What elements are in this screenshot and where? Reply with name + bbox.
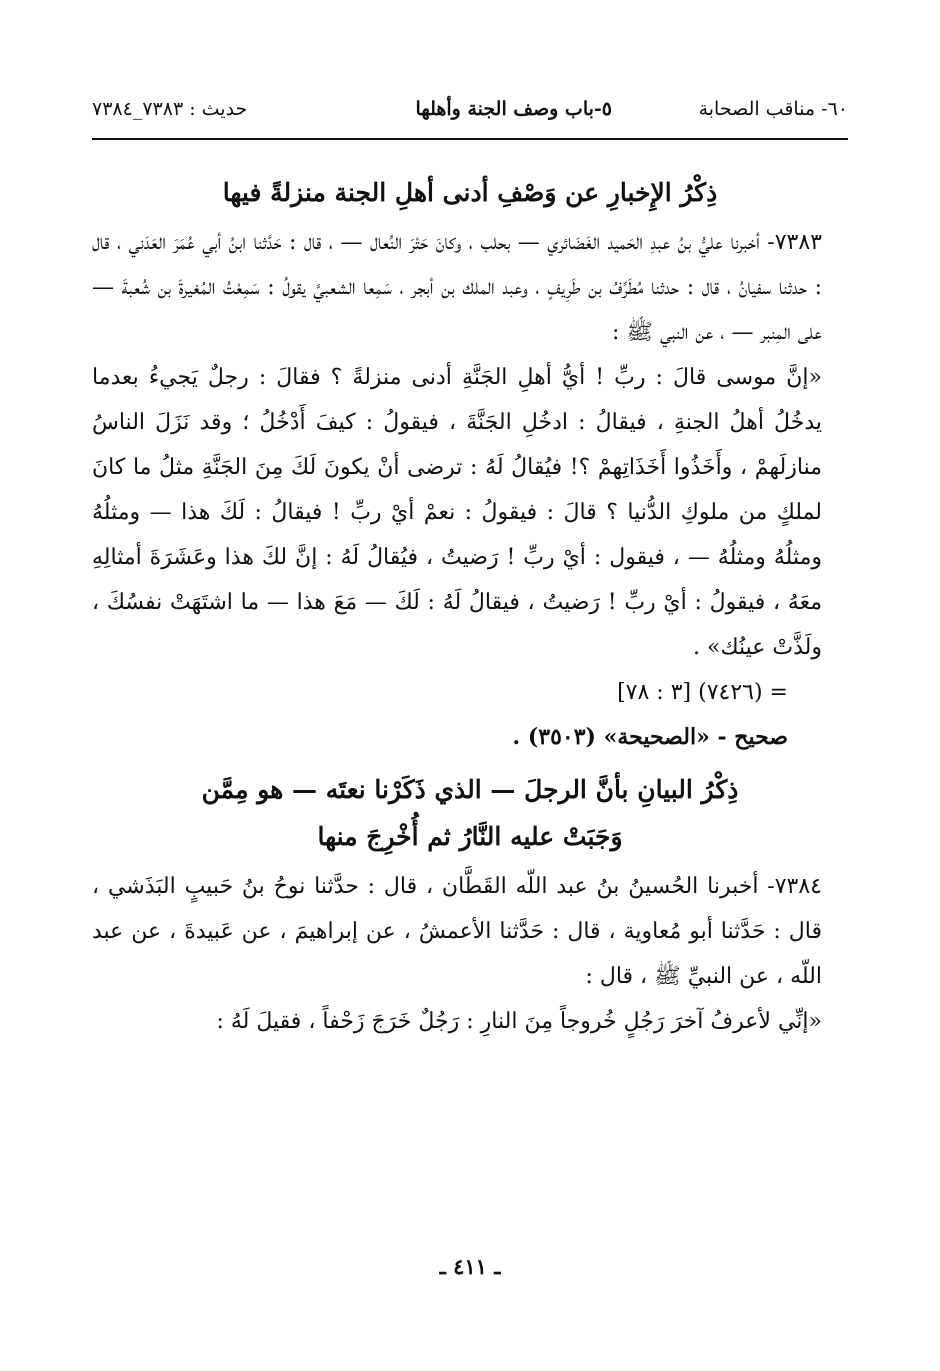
page-body: [92, 168, 848, 1044]
running-header: [92, 98, 848, 130]
hadith-7384-matn: «إنِّي لأعرفُ آخرَ رَجُلٍ خُروجاً مِنَ النارِ : رَجُلٌ خَرَجَ زَحْفاً ، فقيلَ لَهُ :: [216, 1009, 822, 1034]
hadith-7383-cross-reference: = (٧٤٢٦) [٣ : ٧٨]: [617, 680, 788, 705]
section-heading-2-line-2: وَجَبَتْ عليه النَّارُ ثم أُخْرِجَ منها: [317, 822, 623, 851]
header-divider: [92, 138, 848, 140]
header-hadith-range: حديث : ٧٣٨٣_٧٣٨٤: [92, 98, 248, 120]
hadith-7383-matn: «إنَّ موسى قالَ : ربِّ ! أيُّ أهلِ الجَنَّةِ أدنى منزلةً ؟ فقالَ : رجلٌ يَجيءُ بعدما يدخُلُ أهلُ الجنةِ ، فيقالُ : ادخُلِ الجَنَّةَ ، فيقولُ : كيفَ أَدْخُلُ ؛ وقد نَزَلَ الناسُ منازلَهمْ ، وأَخَذُوا أَخَذَاتِهمْ ؟! فيُقالُ لَهُ : ترضى أنْ يكونَ لَكَ مِنَ الجَنَّةِ مثلُ ما كانَ لملكٍ من ملوكِ الدُّنيا ؟ قالَ : فيقولُ : نعمْ أيْ ربِّ ! فيقالُ : لَكَ هذا — ومثلُهُ ومثلُهُ ومثلُهُ — ، فيقول : أيْ ربِّ ! رَضيتُ ، فيُقالُ لَهُ : إنَّ لكَ هذا وعَشَرَةَ أمثالِهِ معَهُ ، فيقولُ : أيْ ربِّ ! رَضيتُ ، فيقالُ لَهُ : لَكَ — مَعَ هذا — ما اشتَهَتْ نفسُكَ ، ولَذَّتْ عينُك» .: [92, 365, 822, 660]
hadith-7383-grading: صحيح - «الصحيحة» (٣٥٠٣) .: [512, 724, 788, 750]
section-heading-2-line-1: ذِكْرُ البيانِ بأنَّ الرجلَ — الذي ذَكَرْنا نعتَه — هو مِمَّن: [201, 775, 739, 804]
header-chapter: ٦٠- مناقب الصحابة: [698, 98, 848, 120]
header-section-title: ٥-باب وصف الجنة وأهلها: [415, 98, 612, 120]
section-heading-1: ذِكْرُ الإِخبارِ عن وَصْفِ أدنى أهلِ الجنة منزلةً فيها: [222, 178, 718, 207]
page-number: ـ ٤١١ ـ: [439, 1254, 501, 1279]
hadith-7384-isnad: ٧٣٨٤- أخبرنا الحُسينُ بنُ عبد اللّه القَطَّان ، قال : حدَّثنا نوحُ بنُ حَبيبٍ البَذَشي ، قال : حَدَّثنا أبو مُعاوية ، قال : حَدَّثنا الأعمشُ ، عن إبراهيمَ ، عن عَبيدةَ ، عن عبد اللّه ، عن النبيِّ ﷺ ، قال :: [92, 874, 822, 989]
section-heading-2: [92, 766, 848, 860]
hadith-7383-isnad: ٧٣٨٣- أخبرنا عليُّ بنُ عبدِ الحَميد الغَضَائري — بحلب ، وكانَ حَتْرَ النِّعال — ، قال : حَدَّثنا ابنُ أبي عُمَرَ العَدَني ، قال : حدثنا سفيانُ ، قال : حدثنا مُطَرِّفُ بن طَرِيفٍ ، وعبد الملك بن أبجر ، سَمِعا الشعبيَّ يقولُ : سَمِعْتُ المُغيرةَ بن شُعبةَ — على المِنبر — ، عن النبي ﷺ :: [92, 230, 822, 345]
